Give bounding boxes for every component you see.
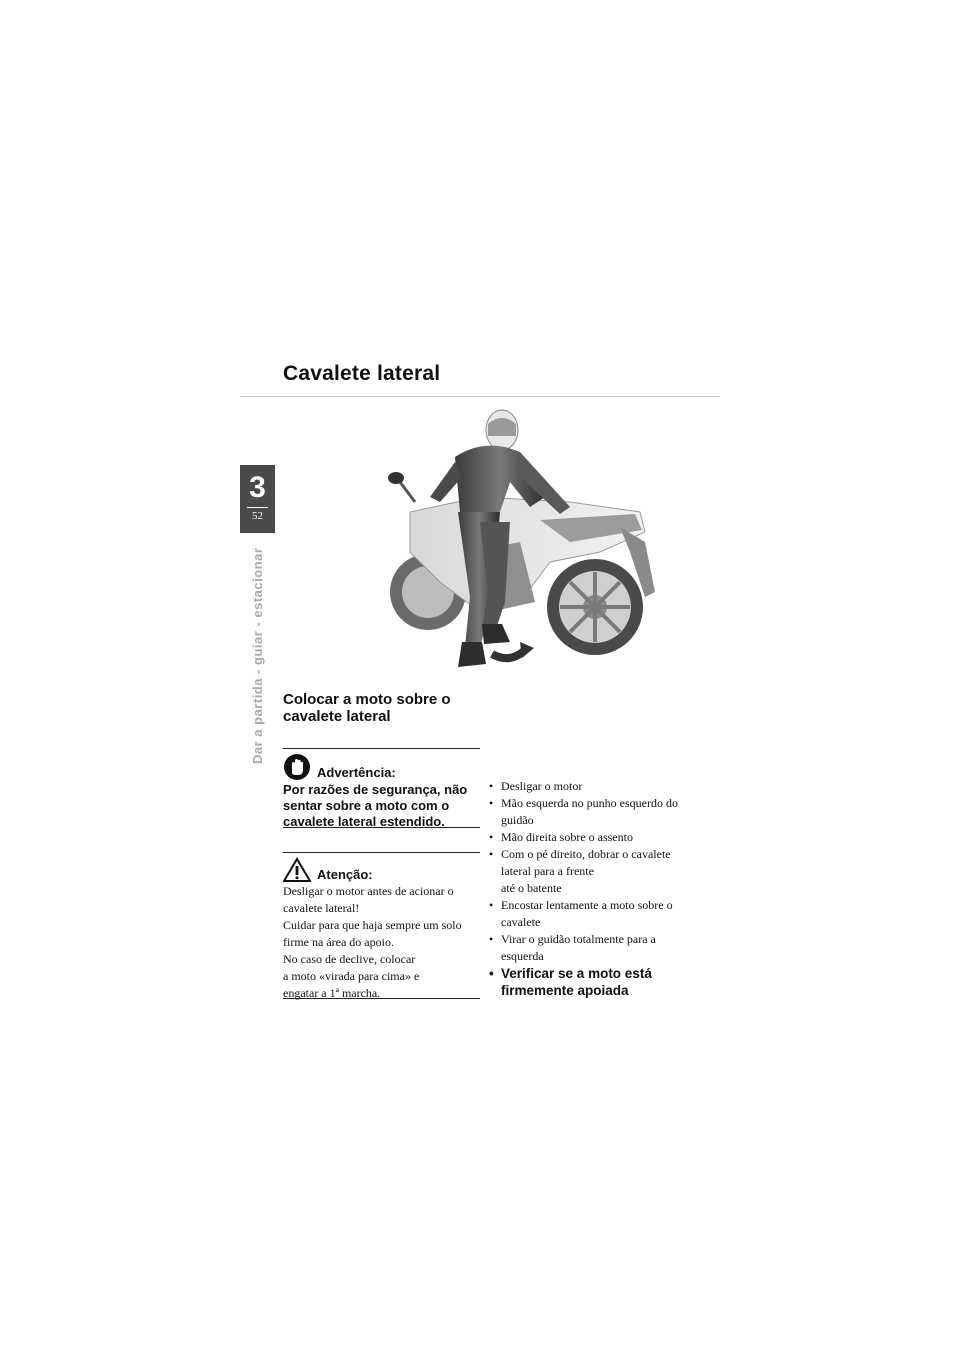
step-text: Virar o guidão totalmente para a: [501, 932, 656, 946]
attention-text-line: engatar a 1ª marcha.: [283, 986, 381, 1000]
warning-note: [283, 748, 480, 828]
step-text: até o batente: [501, 881, 562, 895]
motorcycle-side-stand-illustration: [370, 402, 680, 672]
step-text: cavalete: [501, 915, 541, 929]
chapter-side-label: Dar a partida - guiar - estacionar: [250, 548, 265, 765]
step-item-final: [489, 965, 709, 999]
step-text: firmemente apoiada: [501, 983, 629, 998]
step-text: Mão esquerda no punho esquerdo do: [501, 796, 678, 810]
attention-note: [283, 852, 480, 999]
attention-text-line: firme na área do apoio.: [283, 935, 394, 949]
section-heading-line: cavalete lateral: [283, 708, 391, 725]
exclamation-triangle-icon: [283, 857, 311, 883]
attention-text-line: No caso de declive, colocar: [283, 952, 416, 966]
step-item: [489, 829, 709, 846]
warning-text-line: sentar sobre a moto com o: [283, 798, 450, 813]
step-text: esquerda: [501, 949, 544, 963]
hand-stop-icon: [283, 753, 311, 781]
procedure-steps: [489, 778, 709, 999]
page-number: 52: [252, 510, 263, 522]
chapter-divider: [247, 507, 268, 508]
step-text: Mão direita sobre o assento: [501, 830, 633, 844]
attention-text-line: Cuidar para que haja sempre um solo: [283, 918, 462, 932]
step-item: [489, 778, 709, 795]
step-item: [489, 897, 709, 931]
page-title: Cavalete lateral: [283, 362, 441, 385]
warning-text-line: cavalete lateral estendido.: [283, 814, 445, 829]
chapter-tab: [240, 465, 275, 533]
step-text: Encostar lentamente a moto sobre o: [501, 898, 673, 912]
attention-text-line: cavalete lateral!: [283, 901, 360, 915]
step-text: Verificar se a moto está: [501, 966, 652, 981]
step-text: Com o pé direito, dobrar o cavalete: [501, 847, 671, 861]
step-text: Desligar o motor: [501, 779, 583, 793]
step-item: [489, 846, 709, 897]
section-heading-line: Colocar a moto sobre o: [283, 691, 451, 708]
chapter-number: 3: [249, 471, 266, 504]
warning-text-line: Por razões de segurança, não: [283, 782, 468, 797]
step-item: [489, 795, 709, 829]
title-divider: [240, 396, 720, 397]
attention-label: Atenção:: [317, 867, 373, 882]
attention-text-line: a moto «virada para cima» e: [283, 969, 420, 983]
warning-label: Advertência:: [317, 765, 396, 780]
section-heading: [283, 691, 483, 725]
attention-text-line: Desligar o motor antes de acionar o: [283, 884, 454, 898]
step-text: guidão: [501, 813, 534, 827]
step-item: [489, 931, 709, 965]
step-text: lateral para a frente: [501, 864, 594, 878]
